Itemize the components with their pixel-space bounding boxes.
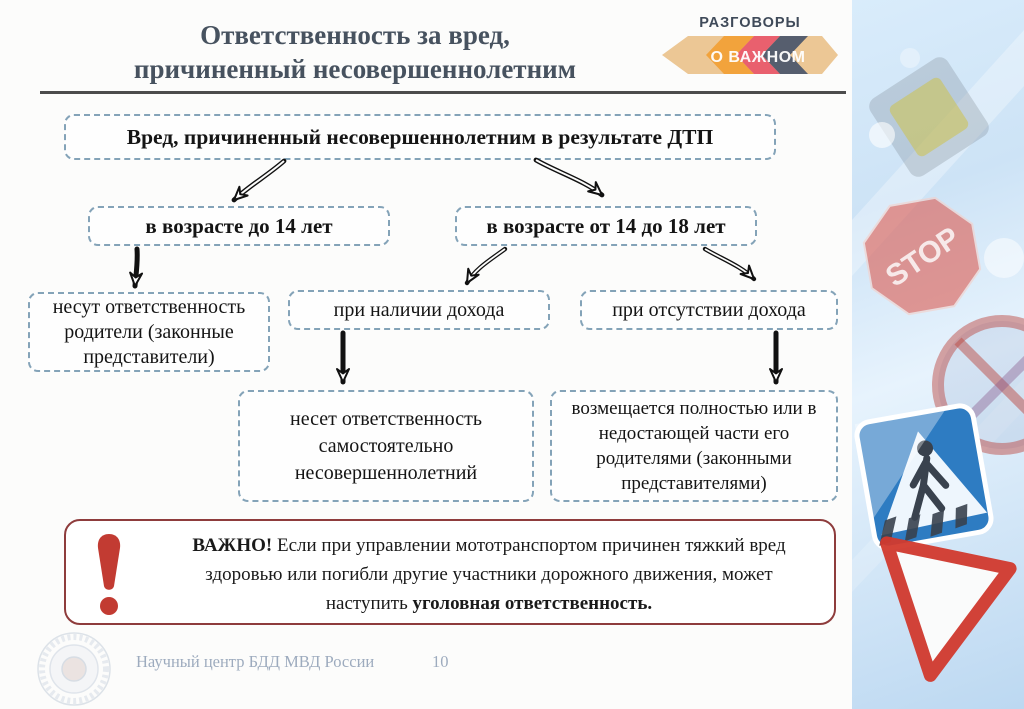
page-number: 10	[432, 652, 449, 671]
yield-sign	[867, 543, 1011, 685]
priority-road-sign	[852, 40, 1006, 194]
pedestrian-crossing-sign	[855, 404, 993, 551]
important-note-text	[162, 531, 816, 618]
logo-arrow-icon	[662, 35, 838, 75]
flow-box-minor-self-liable: несет ответственность самостоятельно несовершеннолетний	[238, 390, 534, 502]
important-label: ВАЖНО!	[192, 535, 273, 556]
exclamation-icon	[90, 532, 128, 618]
flow-box-parents-liable: несут ответственность родители (законные представители)	[28, 292, 270, 372]
footer-organization: Научный центр БДД МВД России	[136, 652, 375, 671]
page-title-line2: причиненный несовершеннолетним	[133, 54, 577, 84]
page-title-line1: Ответственность за вред,	[200, 20, 510, 50]
mvd-seal-icon	[35, 630, 113, 708]
header-divider	[40, 91, 846, 94]
road-signs-sidebar	[852, 0, 1024, 709]
flow-box-with-income: при наличии дохода	[288, 290, 550, 330]
flow-box-parents-compensate: возмещается полностью или в недостающей части его родителями (законными представителями)	[550, 390, 838, 502]
razgovory-o-vazhnom-logo	[662, 15, 838, 75]
arrow-root-to-14to18	[536, 160, 602, 195]
stop-sign-label: STOP	[879, 220, 966, 294]
road-signs-artwork	[852, 0, 1024, 709]
logo-text-bottom: О ВАЖНОМ	[710, 49, 806, 66]
arrow-14to18-to-without-income	[705, 249, 754, 279]
flow-box-without-income: при отсутствии дохода	[580, 290, 838, 330]
arrow-root-to-under14	[234, 161, 284, 200]
important-body: Если при управлении мототранспортом причинен тяжкий вред здоровью или погибли другие участники дорожного движения, может наступить	[205, 535, 786, 614]
bokeh-circle	[984, 238, 1024, 278]
page-title	[30, 18, 680, 86]
flow-box-age-under-14: в возрасте до 14 лет	[88, 206, 390, 246]
arrow-under14-to-parents	[135, 249, 137, 286]
bokeh-circle	[869, 122, 895, 148]
flow-box-age-14-to-18: в возрасте от 14 до 18 лет	[455, 206, 757, 246]
important-emphasis: уголовная ответственность.	[412, 593, 653, 614]
logo-text-top: РАЗГОВОРЫ	[699, 15, 801, 31]
arrow-14to18-to-with-income	[467, 249, 505, 283]
bokeh-circle	[900, 48, 920, 68]
important-note-box	[64, 519, 836, 625]
flow-box-root: Вред, причиненный несовершеннолетним в результате ДТП	[64, 114, 776, 160]
